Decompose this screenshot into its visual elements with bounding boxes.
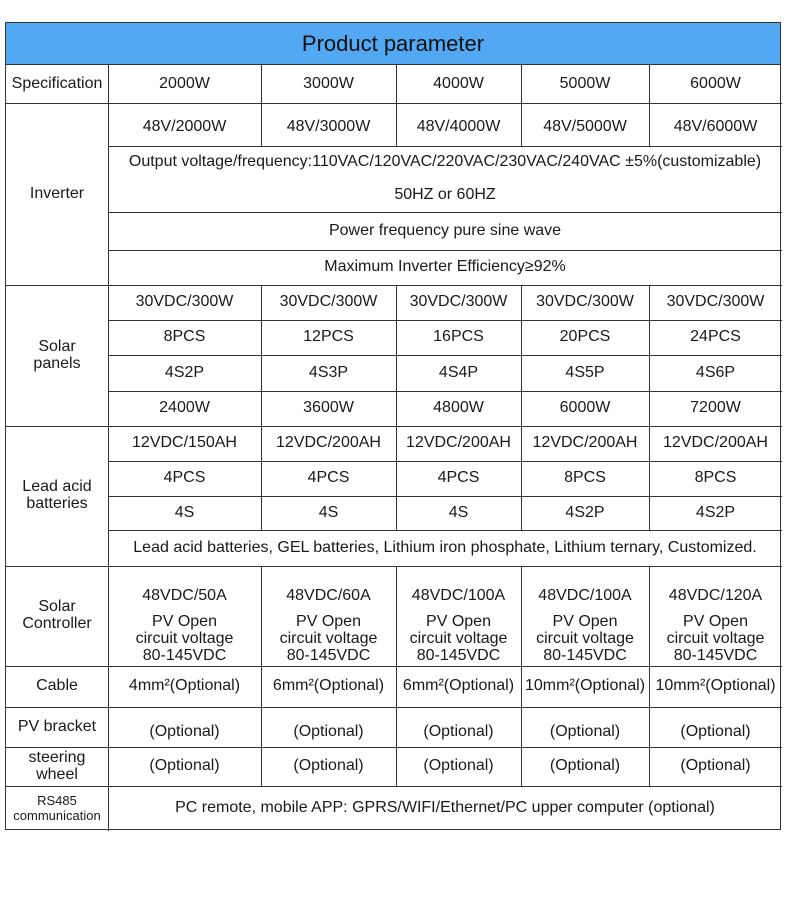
battery-qty: 8PCS	[564, 469, 606, 487]
inverter-model: 48V/3000W	[286, 118, 371, 136]
panel-config: 4S5P	[565, 363, 605, 381]
column-divider	[649, 566, 650, 666]
rs485-value: PC remote, mobile APP: GPRS/WIFI/Ethernet/PC upper computer (optional)	[175, 799, 715, 817]
battery-qty: 4PCS	[437, 469, 480, 487]
pv-bracket-value: (Optional)	[423, 722, 494, 740]
column-divider	[396, 566, 397, 666]
controller-rating: 48VDC/50A	[142, 586, 227, 604]
column-divider	[261, 103, 262, 146]
panel-qty: 16PCS	[433, 328, 484, 346]
controller-rating: 48VDC/100A	[411, 586, 506, 604]
steering-value: (Optional)	[680, 757, 751, 775]
steering-value: (Optional)	[549, 757, 621, 775]
controller-rating: 48VDC/60A	[286, 586, 371, 604]
column-divider	[521, 103, 522, 146]
inverter-efficiency: Maximum Inverter Efficiency≥92%	[324, 258, 566, 276]
controller-pv-voltage-line: circuit voltage	[135, 630, 234, 648]
controller-pv-voltage-line: PV Open	[152, 613, 217, 631]
battery-config: 4S2P	[695, 503, 736, 521]
panel-qty: 8PCS	[163, 328, 206, 346]
inverter-waveform: Power frequency pure sine wave	[328, 221, 562, 239]
battery-config: 4S	[174, 503, 195, 521]
battery-spec: 12VDC/200AH	[406, 434, 511, 452]
pv-bracket-value: (Optional)	[149, 722, 220, 740]
panel-spec: 30VDC/300W	[536, 293, 634, 311]
column-divider	[649, 707, 650, 747]
steering-value: (Optional)	[293, 757, 364, 775]
cable-label: Cable	[36, 677, 78, 695]
controller-pv-voltage-line: PV Open	[426, 613, 491, 631]
column-divider	[649, 285, 650, 426]
controller-pv-voltage-line: PV Open	[683, 613, 748, 631]
inverter-label	[6, 103, 108, 285]
column-divider	[396, 747, 397, 786]
solar-panels-label-line: panels	[33, 354, 81, 372]
panel-spec: 30VDC/300W	[279, 293, 378, 311]
spec-label: Specification	[11, 74, 103, 92]
battery-spec: 12VDC/200AH	[276, 434, 381, 452]
column-divider	[521, 65, 522, 103]
panel-config: 4S6P	[695, 363, 736, 381]
controller-label-line: Solar	[38, 598, 76, 616]
steering-value: (Optional)	[149, 757, 220, 775]
inverter-output: Output voltage/frequency:110VAC/120VAC/220VAC/230VAC/240VAC ±5%(customizable)	[128, 153, 762, 171]
rs485-label-line: communication	[13, 807, 101, 823]
column-divider	[261, 566, 262, 666]
column-divider	[261, 426, 262, 530]
rs485-label	[6, 786, 108, 831]
inverter-model: 48V/4000W	[416, 118, 501, 136]
column-divider	[396, 426, 397, 530]
cable-value: 6mm²(Optional)	[402, 677, 515, 695]
steering-label	[6, 747, 108, 786]
controller-pv-voltage	[261, 613, 396, 666]
controller-pv-voltage-line: circuit voltage	[536, 630, 634, 648]
column-divider	[649, 103, 650, 146]
column-divider	[261, 707, 262, 747]
parameter-table	[5, 22, 781, 830]
battery-spec: 12VDC/200AH	[663, 434, 768, 452]
battery-types: Lead acid batteries, GEL batteries, Lithium iron phosphate, Lithium ternary, Customized.	[133, 538, 757, 556]
cable-value: 6mm²(Optional)	[272, 677, 385, 695]
panel-qty: 20PCS	[559, 328, 611, 346]
column-divider	[521, 666, 522, 707]
solar-panels-label	[6, 285, 108, 426]
panel-qty: 24PCS	[690, 328, 741, 346]
column-divider	[261, 666, 262, 707]
cable-value: 4mm²(Optional)	[128, 677, 241, 695]
controller-pv-voltage-line: circuit voltage	[409, 630, 508, 648]
batteries-label-line: Lead acid	[22, 478, 92, 496]
spec-value: 4000W	[433, 74, 484, 92]
steering-value: (Optional)	[423, 757, 494, 775]
controller-pv-voltage-line: PV Open	[296, 613, 361, 631]
controller-pv-voltage-line: circuit voltage	[666, 630, 765, 648]
panel-config: 4S2P	[164, 363, 205, 381]
controller-rating: 48VDC/100A	[538, 586, 632, 604]
column-divider	[396, 285, 397, 426]
panel-config: 4S3P	[308, 363, 349, 381]
column-divider	[261, 65, 262, 103]
panel-power: 3600W	[303, 399, 354, 417]
panel-power: 2400W	[159, 399, 210, 417]
column-divider	[396, 103, 397, 146]
controller-pv-voltage-line: 80-145VDC	[543, 646, 627, 664]
spec-value: 5000W	[559, 74, 611, 92]
battery-qty: 8PCS	[694, 469, 737, 487]
column-divider	[521, 426, 522, 530]
panel-qty: 12PCS	[303, 328, 354, 346]
row-divider	[6, 707, 782, 708]
battery-spec: 12VDC/200AH	[532, 434, 638, 452]
battery-spec: 12VDC/150AH	[132, 434, 237, 452]
controller-pv-voltage-line: 80-145VDC	[673, 646, 758, 664]
row-divider	[6, 103, 782, 104]
column-divider	[396, 65, 397, 103]
inverter-model: 48V/6000W	[673, 118, 758, 136]
column-divider	[261, 285, 262, 426]
controller-pv-voltage	[108, 613, 261, 666]
panel-power: 6000W	[559, 399, 611, 417]
panel-spec: 30VDC/300W	[409, 293, 508, 311]
spec-value: 3000W	[303, 74, 354, 92]
inverter-label-line: Inverter	[29, 184, 85, 202]
controller-rating: 48VDC/120A	[668, 586, 763, 604]
spec-value: 2000W	[159, 74, 210, 92]
controller-pv-voltage-line: 80-145VDC	[286, 646, 371, 664]
solar-panels-label-line: Solar	[38, 337, 76, 355]
battery-config: 4S	[448, 503, 469, 521]
pv-bracket-value: (Optional)	[293, 722, 364, 740]
battery-config: 4S2P	[565, 503, 605, 521]
column-divider	[649, 426, 650, 530]
column-divider	[521, 566, 522, 666]
column-divider	[649, 65, 650, 103]
panel-power: 4800W	[433, 399, 484, 417]
table-title: Product parameter	[6, 23, 780, 65]
controller-pv-voltage-line: 80-145VDC	[416, 646, 501, 664]
column-divider	[649, 747, 650, 786]
cable-value: 10mm²(Optional)	[524, 677, 646, 695]
steering-label-line: steering	[28, 748, 86, 766]
controller-pv-voltage-line: circuit voltage	[279, 630, 378, 648]
column-divider	[649, 666, 650, 707]
panel-power: 7200W	[690, 399, 741, 417]
inverter-model: 48V/2000W	[142, 118, 227, 136]
controller-label-line: Controller	[22, 615, 92, 632]
controller-label	[6, 566, 108, 666]
inverter-frequency: 50HZ or 60HZ	[394, 186, 496, 204]
controller-pv-voltage-line: 80-145VDC	[142, 646, 227, 664]
panel-spec: 30VDC/300W	[135, 293, 234, 311]
rs485-label-line: RS485	[37, 793, 77, 809]
column-divider	[521, 285, 522, 426]
column-divider	[521, 707, 522, 747]
cable-value: 10mm²(Optional)	[655, 677, 776, 695]
battery-qty: 4PCS	[307, 469, 350, 487]
controller-pv-voltage	[396, 613, 521, 666]
column-divider	[261, 747, 262, 786]
controller-pv-voltage	[521, 613, 649, 666]
panel-spec: 30VDC/300W	[666, 293, 765, 311]
controller-pv-voltage-line: PV Open	[552, 613, 618, 631]
pv-bracket-value: (Optional)	[549, 722, 621, 740]
batteries-label	[6, 426, 108, 566]
row-divider	[6, 566, 782, 567]
column-divider	[396, 666, 397, 707]
column-divider	[521, 747, 522, 786]
pv-bracket-label: PV bracket	[17, 717, 97, 735]
battery-config: 4S	[318, 503, 339, 521]
controller-pv-voltage	[649, 613, 782, 666]
panel-config: 4S4P	[438, 363, 479, 381]
pv-bracket-value: (Optional)	[680, 722, 751, 740]
batteries-label-line: batteries	[26, 495, 88, 512]
inverter-model: 48V/5000W	[543, 118, 627, 136]
column-divider	[396, 707, 397, 747]
battery-qty: 4PCS	[163, 469, 206, 487]
steering-label-line: wheel	[36, 765, 78, 783]
spec-value: 6000W	[690, 74, 741, 92]
